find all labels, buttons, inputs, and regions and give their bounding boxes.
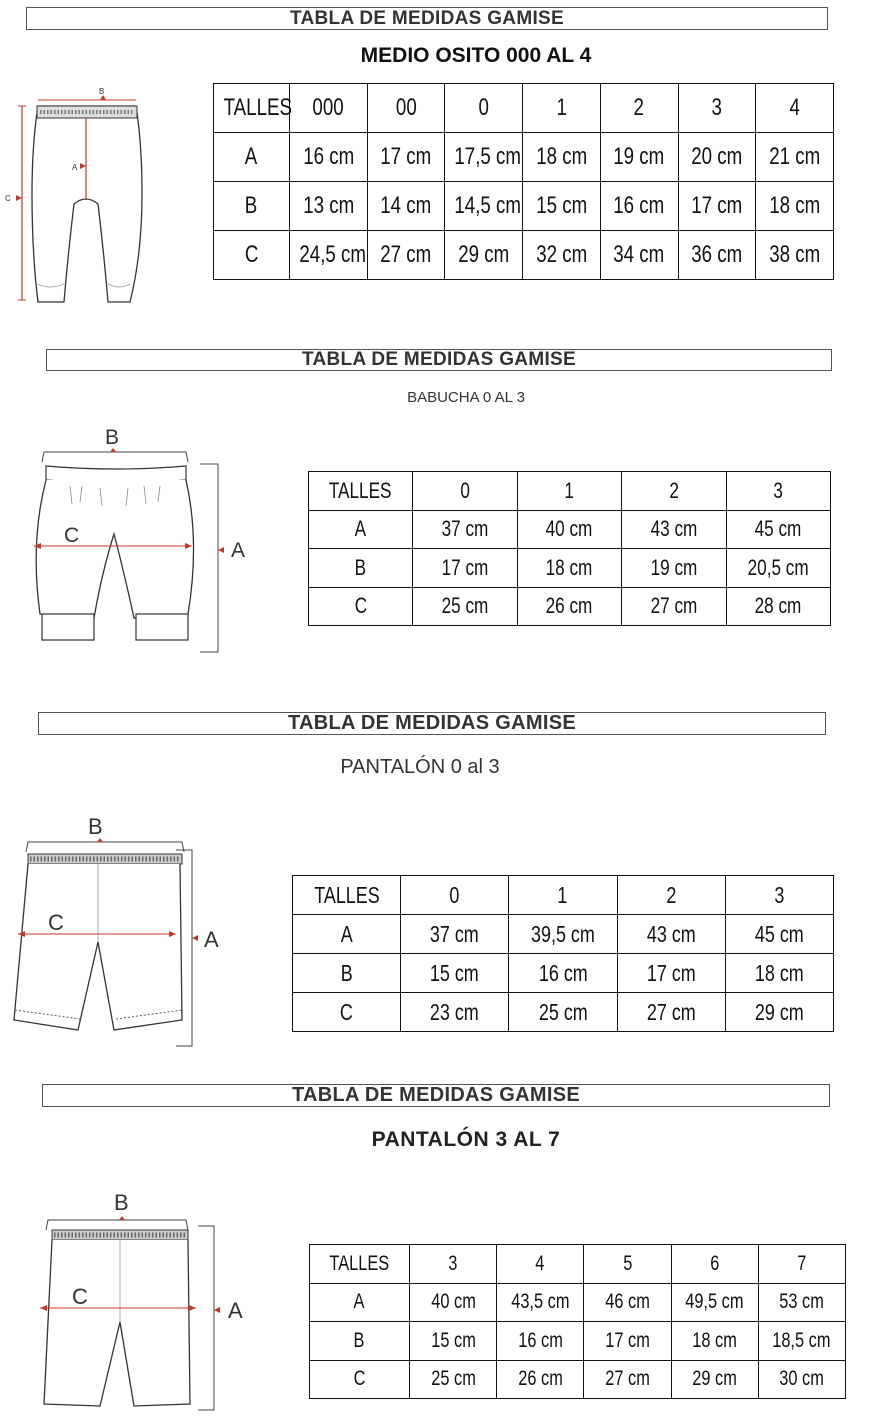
cell-text: 18 cm [769, 192, 821, 219]
header-size-cell [497, 1245, 584, 1284]
cell-text: 27 cm [605, 1367, 650, 1391]
cell-text: 0 [459, 477, 470, 503]
header-size-cell [678, 84, 756, 133]
cell-text: 14 cm [380, 192, 432, 219]
cell-text: 30 cm [779, 1367, 825, 1391]
cell-text: C [244, 241, 259, 268]
measure-value-cell [410, 1360, 497, 1399]
cell-text: B [354, 1328, 365, 1352]
cell-text: 27 cm [650, 593, 698, 619]
cell-text: 0 [449, 881, 460, 908]
measure-label-cell [214, 231, 290, 280]
measure-label-cell [293, 993, 401, 1032]
cell-text: 17,5 cm [454, 143, 522, 170]
measure-value-cell [758, 1283, 845, 1322]
cell-text: 37 cm [430, 920, 480, 947]
header-size-cell [290, 84, 368, 133]
cell-text: 32 cm [535, 241, 587, 268]
header-size-cell [584, 1245, 671, 1284]
cell-text: 1 [564, 477, 575, 503]
cell-text: A [354, 516, 367, 542]
measure-value-cell [523, 182, 601, 231]
section-pantalon-0-3 [0, 690, 872, 1070]
table-row [293, 954, 834, 993]
table-row [309, 510, 831, 549]
cell-text: 1 [557, 881, 568, 908]
cell-text: 16 cm [538, 959, 588, 986]
header-size-cell [622, 472, 727, 511]
measure-value-cell [290, 133, 368, 182]
table-row [214, 133, 834, 182]
footed-pants-diagram [2, 84, 162, 309]
measure-value-cell [726, 510, 831, 549]
measure-value-cell [756, 231, 834, 280]
cell-text: 15 cm [430, 1328, 476, 1352]
header-talles-cell [293, 876, 401, 915]
table-row [309, 549, 831, 588]
table-row [214, 231, 834, 280]
measure-label-cell [293, 915, 401, 954]
cell-text: C [353, 1367, 366, 1391]
cell-text: 18 cm [535, 143, 587, 170]
cell-text: C [354, 593, 367, 619]
measure-value-cell [401, 954, 509, 993]
measure-value-cell [758, 1360, 845, 1399]
cell-text: 13 cm [302, 192, 354, 219]
measure-value-cell [509, 954, 617, 993]
cell-text: TALLES [313, 881, 380, 908]
cell-text: 24,5 cm [299, 241, 366, 268]
cell-text: 25 cm [441, 593, 489, 619]
cell-text: 28 cm [754, 593, 802, 619]
cell-text: 16 cm [517, 1328, 563, 1352]
label-b: B [114, 1192, 129, 1215]
measure-value-cell [445, 133, 523, 182]
measure-value-cell [367, 182, 445, 231]
section-subtitle: MEDIO OSITO 000 AL 4 [360, 44, 592, 67]
cell-text: 19 cm [650, 554, 698, 580]
measure-value-cell [445, 231, 523, 280]
measure-value-cell [678, 133, 756, 182]
table-header-row [309, 472, 831, 511]
cell-text: 49,5 cm [685, 1290, 744, 1314]
measure-value-cell [497, 1360, 584, 1399]
table-row [214, 182, 834, 231]
header-talles-cell [309, 472, 413, 511]
header-size-cell [367, 84, 445, 133]
measure-value-cell [758, 1322, 845, 1361]
header-size-cell [617, 876, 725, 915]
measure-value-cell [523, 231, 601, 280]
label-c: C [5, 194, 11, 203]
cell-text: TALLES [223, 94, 292, 121]
cell-text: 26 cm [545, 593, 593, 619]
cell-text: 27 cm [646, 998, 696, 1025]
measure-label-cell [309, 510, 413, 549]
measure-label-cell [293, 954, 401, 993]
cell-text: 16 cm [613, 192, 665, 219]
banner-title: TABLA DE MEDIDAS GAMISE [42, 1084, 830, 1107]
cell-text: 19 cm [613, 143, 665, 170]
section-subtitle: PANTALÓN 0 al 3 [340, 756, 500, 778]
header-size-cell [671, 1245, 758, 1284]
measure-value-cell [413, 510, 518, 549]
cell-text: 38 cm [769, 241, 821, 268]
pants-diagram [24, 1192, 264, 1422]
cell-text: 46 cm [605, 1290, 650, 1314]
header-talles-cell [214, 84, 290, 133]
measure-value-cell [671, 1360, 758, 1399]
cell-text: 45 cm [754, 920, 804, 947]
cell-text: A [354, 1290, 365, 1314]
table-header-row [293, 876, 834, 915]
measure-value-cell [367, 133, 445, 182]
cell-text: 20 cm [691, 143, 743, 170]
measure-value-cell [497, 1283, 584, 1322]
header-talles-cell [310, 1245, 410, 1284]
measure-value-cell [671, 1322, 758, 1361]
cell-text: B [245, 192, 258, 219]
cell-text: 3 [711, 94, 723, 121]
label-c: C [64, 524, 80, 547]
measure-value-cell [600, 182, 678, 231]
header-size-cell [725, 876, 833, 915]
cell-text: 29 cm [458, 241, 510, 268]
cell-text: 14,5 cm [454, 192, 522, 219]
table-header-row [214, 84, 834, 133]
cell-text: 0 [478, 94, 489, 121]
measure-value-cell [622, 549, 727, 588]
cell-text: 26 cm [517, 1367, 563, 1391]
cell-text: 17 cm [441, 554, 489, 580]
header-size-cell [758, 1245, 845, 1284]
measure-value-cell [725, 993, 833, 1032]
measure-value-cell [617, 915, 725, 954]
cell-text: 2 [668, 477, 679, 503]
table-row [309, 587, 831, 626]
measure-value-cell [517, 510, 622, 549]
measure-label-cell [309, 587, 413, 626]
cell-text: 34 cm [613, 241, 665, 268]
label-c: C [72, 1284, 88, 1309]
cell-text: 23 cm [430, 998, 480, 1025]
section-babucha [0, 330, 872, 690]
header-size-cell [517, 472, 622, 511]
cell-text: 45 cm [754, 516, 802, 542]
measure-value-cell [517, 549, 622, 588]
section-subtitle: PANTALÓN 3 AL 7 [371, 1128, 561, 1151]
cell-text: 4 [789, 94, 800, 121]
measure-label-cell [214, 133, 290, 182]
measure-value-cell [600, 133, 678, 182]
cell-text: 43 cm [646, 920, 696, 947]
section-medio-osito [0, 0, 872, 330]
cell-text: 21 cm [769, 143, 821, 170]
cell-text: 6 [710, 1251, 720, 1275]
table-row [293, 993, 834, 1032]
cell-text: C [340, 998, 353, 1025]
cell-text: 25 cm [430, 1367, 476, 1391]
header-size-cell [600, 84, 678, 133]
cell-text: A [245, 143, 258, 170]
size-table [308, 471, 831, 626]
measure-value-cell [725, 915, 833, 954]
measure-value-cell [584, 1283, 671, 1322]
cell-text: 29 cm [692, 1367, 737, 1391]
cell-text: 3 [773, 477, 784, 503]
measure-value-cell [726, 587, 831, 626]
cell-text: 18 cm [754, 959, 804, 986]
measure-value-cell [678, 231, 756, 280]
cell-text: 25 cm [538, 998, 588, 1025]
measure-value-cell [497, 1322, 584, 1361]
section-pantalon-3-7 [0, 1070, 872, 1420]
label-b: B [105, 426, 120, 449]
measure-value-cell [725, 954, 833, 993]
measure-value-cell [617, 993, 725, 1032]
cell-text: 1 [556, 94, 567, 121]
measure-value-cell [523, 133, 601, 182]
cell-text: 15 cm [535, 192, 587, 219]
pants-diagram [4, 810, 254, 1050]
measure-value-cell [671, 1283, 758, 1322]
measure-value-cell [445, 182, 523, 231]
measure-value-cell [584, 1360, 671, 1399]
header-size-cell [509, 876, 617, 915]
cell-text: 43 cm [650, 516, 698, 542]
measure-value-cell [401, 915, 509, 954]
size-table [213, 83, 834, 280]
measure-value-cell [517, 587, 622, 626]
measure-value-cell [600, 231, 678, 280]
cell-text: 36 cm [691, 241, 743, 268]
measure-value-cell [410, 1283, 497, 1322]
size-table [309, 1244, 846, 1399]
table-row [310, 1360, 846, 1399]
size-table [292, 875, 834, 1032]
cell-text: 17 cm [380, 143, 432, 170]
cell-text: 39,5 cm [530, 920, 595, 947]
measure-value-cell [290, 231, 368, 280]
measure-value-cell [726, 549, 831, 588]
cell-text: 20,5 cm [747, 554, 809, 580]
table-row [310, 1322, 846, 1361]
table-row [293, 915, 834, 954]
label-b: B [99, 87, 105, 96]
measure-label-cell [310, 1360, 410, 1399]
cell-text: 43,5 cm [511, 1290, 570, 1314]
cell-text: 18 cm [545, 554, 593, 580]
measure-value-cell [756, 182, 834, 231]
measure-value-cell [617, 954, 725, 993]
banner-title: TABLA DE MEDIDAS GAMISE [46, 349, 832, 371]
cell-text: 2 [666, 881, 677, 908]
table-row [310, 1283, 846, 1322]
cell-text: 3 [448, 1251, 458, 1275]
label-a: A [204, 927, 219, 952]
cell-text: TALLES [329, 477, 392, 503]
measure-value-cell [622, 587, 727, 626]
label-a: A [72, 163, 78, 172]
cell-text: 27 cm [380, 241, 432, 268]
label-a: A [231, 539, 246, 562]
measure-value-cell [367, 231, 445, 280]
measure-value-cell [509, 993, 617, 1032]
measure-value-cell [622, 510, 727, 549]
cell-text: 18 cm [692, 1328, 737, 1352]
cell-text: 2 [633, 94, 645, 121]
measure-label-cell [310, 1322, 410, 1361]
measure-label-cell [310, 1283, 410, 1322]
measure-value-cell [584, 1322, 671, 1361]
cell-text: 17 cm [691, 192, 743, 219]
cell-text: 00 [395, 94, 417, 121]
cell-text: 17 cm [646, 959, 696, 986]
cell-text: 4 [535, 1251, 545, 1275]
measure-value-cell [401, 993, 509, 1032]
section-subtitle: BABUCHA 0 AL 3 [407, 389, 525, 406]
cell-text: A [340, 920, 353, 947]
header-size-cell [401, 876, 509, 915]
measure-value-cell [413, 549, 518, 588]
label-a: A [228, 1298, 243, 1323]
cell-text: 40 cm [430, 1290, 476, 1314]
header-size-cell [410, 1245, 497, 1284]
banner-title: TABLA DE MEDIDAS GAMISE [26, 7, 828, 30]
cell-text: 37 cm [441, 516, 489, 542]
cell-text: TALLES [329, 1251, 390, 1275]
measure-value-cell [413, 587, 518, 626]
measure-value-cell [509, 915, 617, 954]
cell-text: 7 [797, 1251, 807, 1275]
cell-text: 18,5 cm [772, 1328, 831, 1352]
label-c: C [48, 910, 64, 935]
header-size-cell [445, 84, 523, 133]
cell-text: 3 [774, 881, 785, 908]
cell-text: 17 cm [605, 1328, 650, 1352]
measure-value-cell [678, 182, 756, 231]
cell-text: 15 cm [430, 959, 480, 986]
babucha-diagram [10, 422, 270, 657]
measure-label-cell [214, 182, 290, 231]
banner-title: TABLA DE MEDIDAS GAMISE [38, 712, 826, 735]
header-size-cell [413, 472, 518, 511]
cell-text: 53 cm [779, 1290, 825, 1314]
header-size-cell [726, 472, 831, 511]
measure-label-cell [309, 549, 413, 588]
cell-text: 40 cm [545, 516, 593, 542]
cell-text: B [354, 554, 367, 580]
measure-value-cell [290, 182, 368, 231]
cell-text: 5 [622, 1251, 633, 1275]
measure-value-cell [410, 1322, 497, 1361]
cell-text: 000 [312, 94, 344, 121]
cell-text: B [340, 959, 353, 986]
cell-text: 29 cm [754, 998, 804, 1025]
header-size-cell [523, 84, 601, 133]
label-b: B [88, 814, 103, 839]
table-header-row [310, 1245, 846, 1284]
header-size-cell [756, 84, 834, 133]
cell-text: 16 cm [302, 143, 354, 170]
measure-value-cell [756, 133, 834, 182]
